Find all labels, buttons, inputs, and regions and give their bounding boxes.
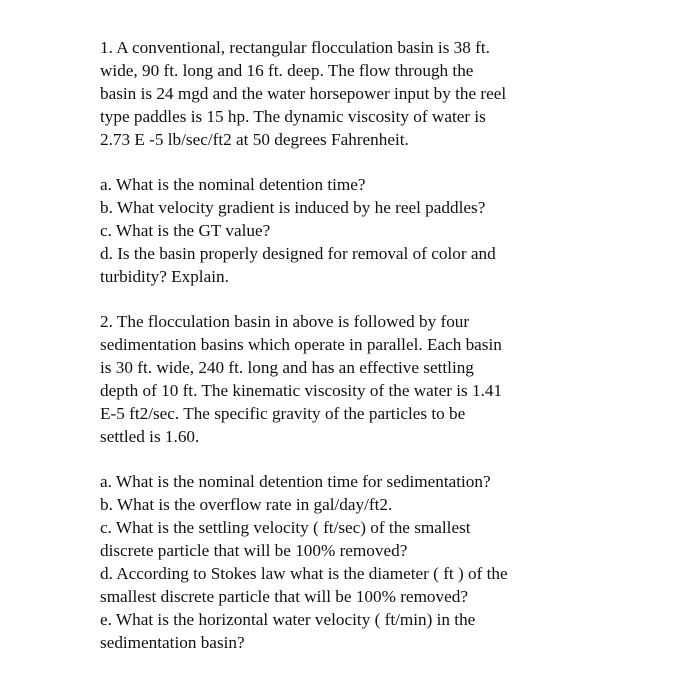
problem-2-question-e: e. What is the horizontal water velocity ( ft/min) in the sedimentation basin? (100, 610, 476, 652)
problem-1-question-a: a. What is the nominal detention time? (100, 175, 366, 194)
document-body (100, 36, 600, 654)
spacer (100, 288, 600, 310)
spacer (100, 448, 600, 470)
problem-2-statement: 2. The flocculation basin in above is followed by four sedimentation basins which operate in parallel. Each basin is 30 ft. wide, 240 ft. long and has an effective settling depth of 10 ft. The kinematic viscosity of the water is 1.41 E-5 ft2/sec. The specific gravity of the particles to be settled is 1.60. (100, 312, 503, 446)
problem-2-question-d: d. According to Stokes law what is the diameter ( ft ) of the smallest discrete particle that will be 100% removed? (100, 564, 508, 606)
problem-1-statement: 1. A conventional, rectangular flocculation basin is 38 ft. wide, 90 ft. long and 16 ft. deep. The flow through the basin is 24 mgd and the water horsepower input by the reel type paddles is 15 hp. The dynamic viscosity of water is 2.73 E -5 lb/sec/ft2 at 50 degrees Fahrenheit. (100, 38, 507, 149)
spacer (100, 151, 600, 173)
problem-2-question-b: b. What is the overflow rate in gal/day/ft2. (100, 495, 393, 514)
problem-1-question-d: d. Is the basin properly designed for removal of color and turbidity? Explain. (100, 244, 496, 286)
problem-2-question-c: c. What is the settling velocity ( ft/sec) of the smallest discrete particle that will be 100% removed? (100, 518, 471, 560)
problem-1-question-b: b. What velocity gradient is induced by he reel paddles? (100, 198, 486, 217)
problem-2-question-a: a. What is the nominal detention time for sedimentation? (100, 472, 491, 491)
problem-1-question-c: c. What is the GT value? (100, 221, 271, 240)
